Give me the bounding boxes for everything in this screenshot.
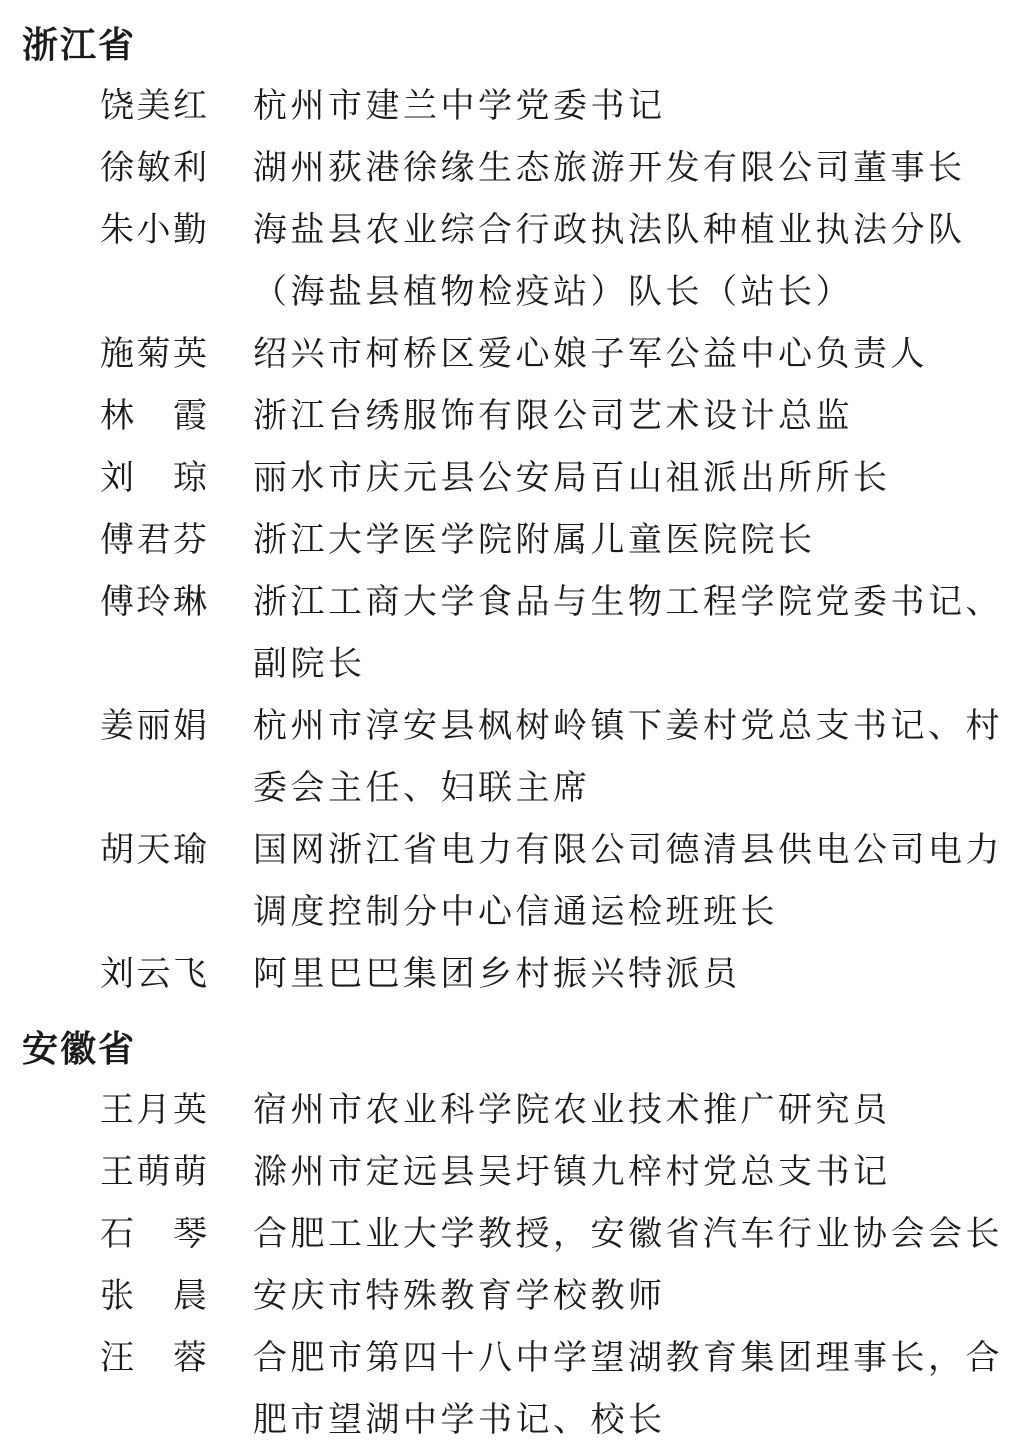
person-title: 宿州市农业科学院农业技术推广研究员: [253, 1092, 891, 1129]
person-name: [100, 1204, 207, 1266]
person-title: 浙江大学医学院附属儿童医院院长: [253, 522, 816, 559]
name-char: 月: [136, 1092, 171, 1129]
name-char: 石: [100, 1216, 134, 1253]
person-title: 浙江工商大学食品与生物工程学院党委书记、副院长: [253, 584, 1003, 683]
person-title: 滁州市定远县吴圩镇九梓村党总支书记: [253, 1154, 891, 1191]
province-section: [0, 1018, 1025, 1446]
name-char: 英: [173, 1092, 207, 1129]
person-title: 海盐县农业综合行政执法队种植业执法分队（海盐县植物检疫站）队长（站长）: [253, 212, 966, 311]
province-heading: 浙江省: [22, 24, 137, 65]
name-char: 傅: [100, 522, 134, 559]
person-name: [100, 200, 207, 262]
name-char: 琴: [173, 1216, 207, 1253]
name-char: 萌: [173, 1154, 207, 1191]
name-char: 瑜: [173, 832, 207, 869]
honoree-row: [0, 944, 1025, 1006]
person-title: 绍兴市柯桥区爱心娘子军公益中心负责人: [253, 336, 928, 373]
name-char: 利: [173, 150, 207, 187]
name-char: 王: [100, 1154, 134, 1191]
person-name: [100, 1266, 207, 1328]
name-char: 萌: [136, 1154, 171, 1191]
honoree-row: [0, 386, 1025, 448]
name-char: 小: [136, 212, 171, 249]
person-name: [100, 944, 207, 1006]
person-title: 湖州荻港徐缘生态旅游开发有限公司董事长: [253, 150, 966, 187]
province-section: [0, 14, 1025, 1006]
name-char: 霞: [173, 398, 207, 435]
person-name: [100, 76, 207, 138]
honoree-row: [0, 820, 1025, 944]
person-name: [100, 1142, 207, 1204]
name-char: 菊: [136, 336, 171, 373]
name-char: 刘: [100, 956, 134, 993]
honoree-row: [0, 1142, 1025, 1204]
name-char: 娟: [173, 708, 207, 745]
name-char: 勤: [173, 212, 207, 249]
name-char: 丽: [136, 708, 171, 745]
honoree-row: [0, 572, 1025, 696]
honoree-row: [0, 1204, 1025, 1266]
name-char: 飞: [173, 956, 207, 993]
honoree-row: [0, 696, 1025, 820]
name-char: 晨: [173, 1278, 207, 1315]
name-char: 傅: [100, 584, 134, 621]
name-char: 琳: [173, 584, 207, 621]
name-char: 美: [136, 88, 171, 125]
person-name: [100, 572, 207, 634]
honoree-row: [0, 200, 1025, 324]
name-char: 饶: [100, 88, 134, 125]
honoree-row: [0, 138, 1025, 200]
name-char: 刘: [100, 460, 134, 497]
name-char: 君: [136, 522, 171, 559]
name-char: 胡: [100, 832, 134, 869]
name-char: 徐: [100, 150, 134, 187]
person-title: 合肥工业大学教授，安徽省汽车行业协会会长: [253, 1216, 1003, 1253]
name-char: 施: [100, 336, 134, 373]
name-char: 敏: [136, 150, 171, 187]
person-title: 丽水市庆元县公安局百山祖派出所所长: [253, 460, 891, 497]
honoree-row: [0, 1328, 1025, 1446]
person-title: 阿里巴巴集团乡村振兴特派员: [253, 956, 741, 993]
person-title: 浙江台绣服饰有限公司艺术设计总监: [253, 398, 853, 435]
person-name: [100, 696, 207, 758]
name-char: 蓉: [173, 1340, 207, 1377]
person-name: [100, 1080, 207, 1142]
section-entries: [0, 76, 1025, 1006]
name-char: 芬: [173, 522, 207, 559]
name-char: 琼: [173, 460, 207, 497]
honoree-row: [0, 324, 1025, 386]
name-char: 天: [136, 832, 171, 869]
name-char: 林: [100, 398, 134, 435]
name-char: 姜: [100, 708, 134, 745]
honoree-row: [0, 76, 1025, 138]
honoree-row: [0, 1266, 1025, 1328]
section-entries: [0, 1080, 1025, 1446]
name-char: 玲: [136, 584, 171, 621]
person-title: 安庆市特殊教育学校教师: [253, 1278, 666, 1315]
person-name: [100, 510, 207, 572]
name-char: 云: [136, 956, 171, 993]
honoree-row: [0, 1080, 1025, 1142]
honoree-row: [0, 448, 1025, 510]
person-name: [100, 448, 207, 510]
person-title: 国网浙江省电力有限公司德清县供电公司电力调度控制分中心信通运检班班长: [253, 832, 1003, 931]
person-title: 杭州市淳安县枫树岭镇下姜村党总支书记、村委会主任、妇联主席: [253, 708, 1003, 807]
province-heading: 安徽省: [22, 1028, 137, 1069]
person-name: [100, 386, 207, 448]
name-char: 朱: [100, 212, 134, 249]
person-name: [100, 1328, 207, 1390]
person-name: [100, 324, 207, 386]
person-title: 杭州市建兰中学党委书记: [253, 88, 666, 125]
name-char: 王: [100, 1092, 134, 1129]
honoree-row: [0, 510, 1025, 572]
name-char: 红: [173, 88, 207, 125]
name-char: 英: [173, 336, 207, 373]
person-title: 合肥市第四十八中学望湖教育集团理事长，合肥市望湖中学书记、校长: [253, 1340, 1003, 1439]
person-name: [100, 138, 207, 200]
person-name: [100, 820, 207, 882]
name-char: 汪: [100, 1340, 134, 1377]
name-char: 张: [100, 1278, 134, 1315]
